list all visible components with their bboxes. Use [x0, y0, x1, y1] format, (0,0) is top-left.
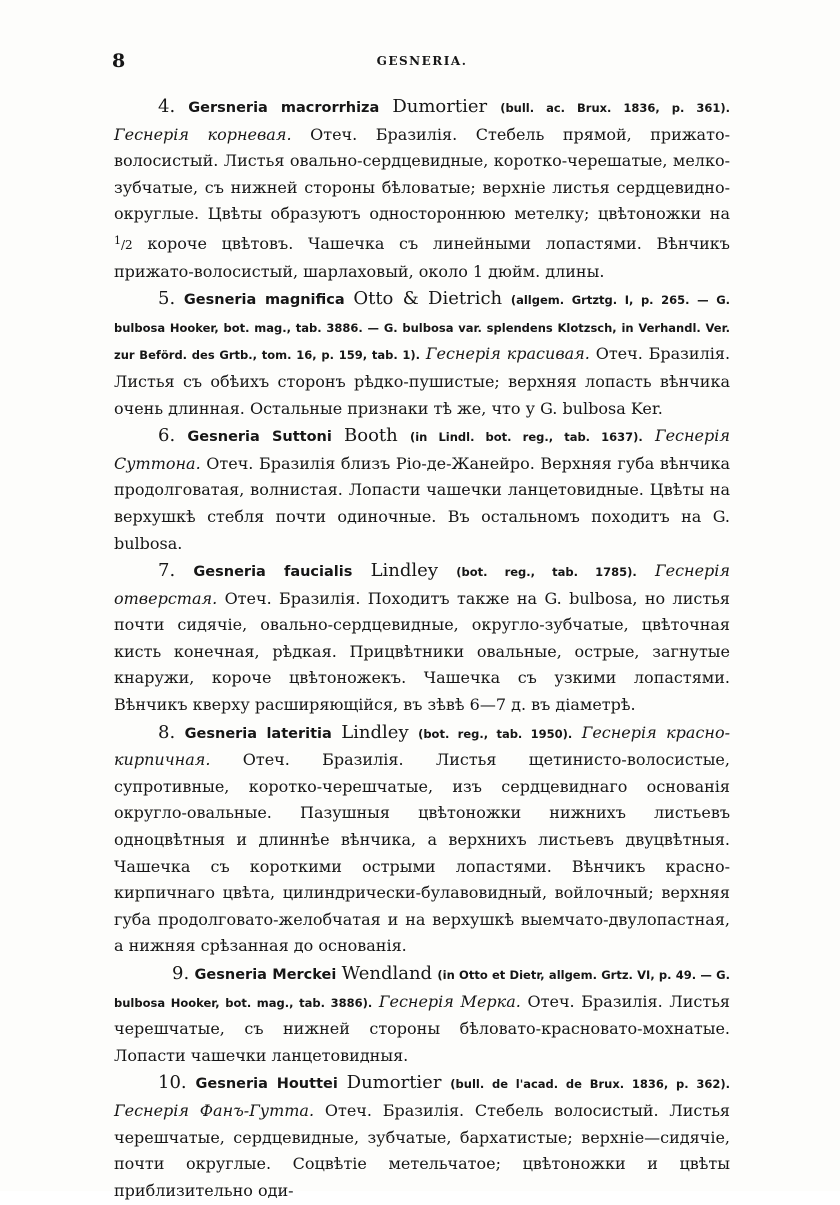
species-entry-10	[114, 1070, 730, 1204]
entry-number: 9.	[172, 963, 190, 984]
author-name: Dumortier	[346, 1072, 442, 1094]
latin-name: Gesneria Merckei	[194, 967, 337, 983]
russian-name: Геснерія отверстая.	[114, 561, 730, 608]
citation: (in Otto et Dietr, allgem. Grtz. VI, p. 49. — G. bulbosa Hooker, bot. mag., tab. 3886).	[114, 968, 730, 1010]
description: Отеч. Бразилія. Походитъ также на G. bulbosa, но листья почти сидячіе, овально-сердцевидные, округло-зубчатые, цвѣточная кисть конечная, рѣдкая. Прицвѣтники овальные, острые, загнутые кнаружи, короче цвѣтоножекъ. Чашечка съ узкими лопастями. Вѣнчикъ кверху расширяющійся, въ зѣвѣ 6—7 д. въ діаметрѣ.	[114, 588, 730, 715]
author-name: Otto & Dietrich	[353, 288, 503, 310]
latin-name: Gersneria macrorrhiza	[188, 100, 380, 116]
latin-name: Gesneria magnifica	[183, 292, 345, 309]
russian-name: Геснерія корневая.	[114, 124, 292, 144]
entry-number: 7.	[158, 560, 176, 582]
species-entry-8	[114, 720, 730, 960]
entry-number: 4.	[158, 96, 176, 117]
citation: (bull. de l'acad. de Brux. 1836, p. 362).	[450, 1077, 730, 1092]
fraction-numerator: 1	[114, 233, 121, 247]
citation: (in Lindl. bot. reg., tab. 1637).	[409, 430, 643, 445]
species-entry-4	[114, 94, 730, 285]
species-entry-5	[114, 286, 730, 422]
running-head: GESNERIA.	[376, 54, 468, 68]
page-body	[114, 94, 730, 1205]
page-header	[112, 50, 732, 74]
russian-name: Геснерія Фанъ-Гутта.	[114, 1100, 315, 1120]
latin-name: Gesneria Suttoni	[187, 429, 332, 446]
description-continued: короче цвѣтовъ. Чашечка съ линейными лопастями. Вѣнчикъ прижато-волосистый, шарлаховый, около 1 дюйм. длины.	[114, 233, 730, 281]
entry-number: 8.	[158, 721, 176, 743]
entry-number: 10.	[158, 1072, 187, 1094]
entry-number: 5.	[158, 288, 176, 310]
page-number: 8	[112, 50, 126, 72]
description: Отеч. Бразилія близъ Ріо-де-Жанейро. Верхняя губа вѣнчика продолговатая, волнистая. Лопасти чашечки ланцетовидные. Цвѣты на верхушкѣ стебля почти одиночные. Въ остальномъ походитъ на G. bulbosa.	[114, 453, 730, 553]
latin-name: Gesneria faucialis	[193, 564, 353, 581]
latin-name: Gesneria Houttei	[195, 1076, 338, 1093]
author-name: Lindley	[370, 560, 438, 582]
russian-name: Геснерія Мерка.	[378, 991, 521, 1011]
author-name: Dumortier	[392, 96, 488, 117]
description: Отеч. Бразилія. Листья съ обѣихъ сторонъ рѣдко-пушистые; верхняя лопасть вѣнчика очень длинная. Остальные признаки тѣ же, что у G. bulbosa Ker.	[114, 344, 731, 418]
russian-name: Геснерія красно-кирпичная.	[114, 722, 731, 770]
fraction-one-half: $^1$/2	[114, 233, 133, 252]
author-name: Lindley	[341, 721, 409, 743]
description: Отеч. Бразилія. Стебель прямой, прижато-волосистый. Листья овально-сердцевидные, коротко-черешатые, мелко-зубчатые, съ нижней стороны бѣловатые; верхніе листья сердцевидно-округлые. Цвѣты образуютъ одностороннюю метелку; цвѣтоножки на	[114, 124, 730, 224]
description: Отеч. Бразилія. Стебель волосистый. Листья черешчатые, сердцевидные, зубчатые, бархатистые; верхніе—сидячіе, почти округлые. Соцвѣтіе метельчатое; цвѣтоножки и цвѣты приблизительно оди-	[114, 1100, 731, 1200]
entry-number: 6.	[158, 425, 176, 447]
citation: (bot. reg., tab. 1785).	[456, 565, 637, 580]
species-entry-9	[114, 961, 730, 1069]
author-name: Wendland	[341, 963, 433, 984]
species-entry-6	[114, 423, 730, 557]
fraction-denominator: 2	[125, 237, 133, 252]
russian-name: Геснерія Суттона.	[114, 426, 730, 473]
citation: (allgem. Grtztg. I, p. 265. — G. bulbosa Hooker, bot. mag., tab. 3886. — G. bulbosa var. splendens Klotzsch, in Verhandl. Ver. zur Beförd. des Grtb., tom. 16, p. 159, tab. 1).	[114, 293, 731, 363]
author-name: Booth	[344, 425, 398, 447]
species-entry-7	[114, 558, 730, 719]
latin-name: Gesneria lateritia	[184, 725, 332, 742]
description: Отеч. Бразилія. Листья щетинисто-волосистые, супротивные, коротко-черешчатые, изъ сердцевиднаго основанія округло-овальные. Пазушныя цвѣтоножки нижнихъ листьевъ одноцвѣтныя и длиннѣе вѣнчика, а верхнихъ листьевъ двуцвѣтныя. Чашечка съ короткими острыми лопастями. Вѣнчикъ красно-кирпичнаго цвѣта, цилиндрически-булавовидный, войлочный; верхняя губа продолговато-желобчатая и на верхушкѣ выемчато-двулопастная, а нижняя срѣзанная до основанія.	[114, 750, 730, 956]
description: Отеч. Бразилія. Листья черешчатые, съ нижней стороны бѣловато-красновато-мохнатые. Лопасти чашечки ланцетовидныя.	[114, 991, 730, 1065]
citation: (bot. reg., tab. 1950).	[418, 726, 573, 741]
citation: (bull. ac. Brux. 1836, p. 361).	[500, 101, 730, 115]
russian-name: Геснерія красивая.	[425, 344, 590, 364]
